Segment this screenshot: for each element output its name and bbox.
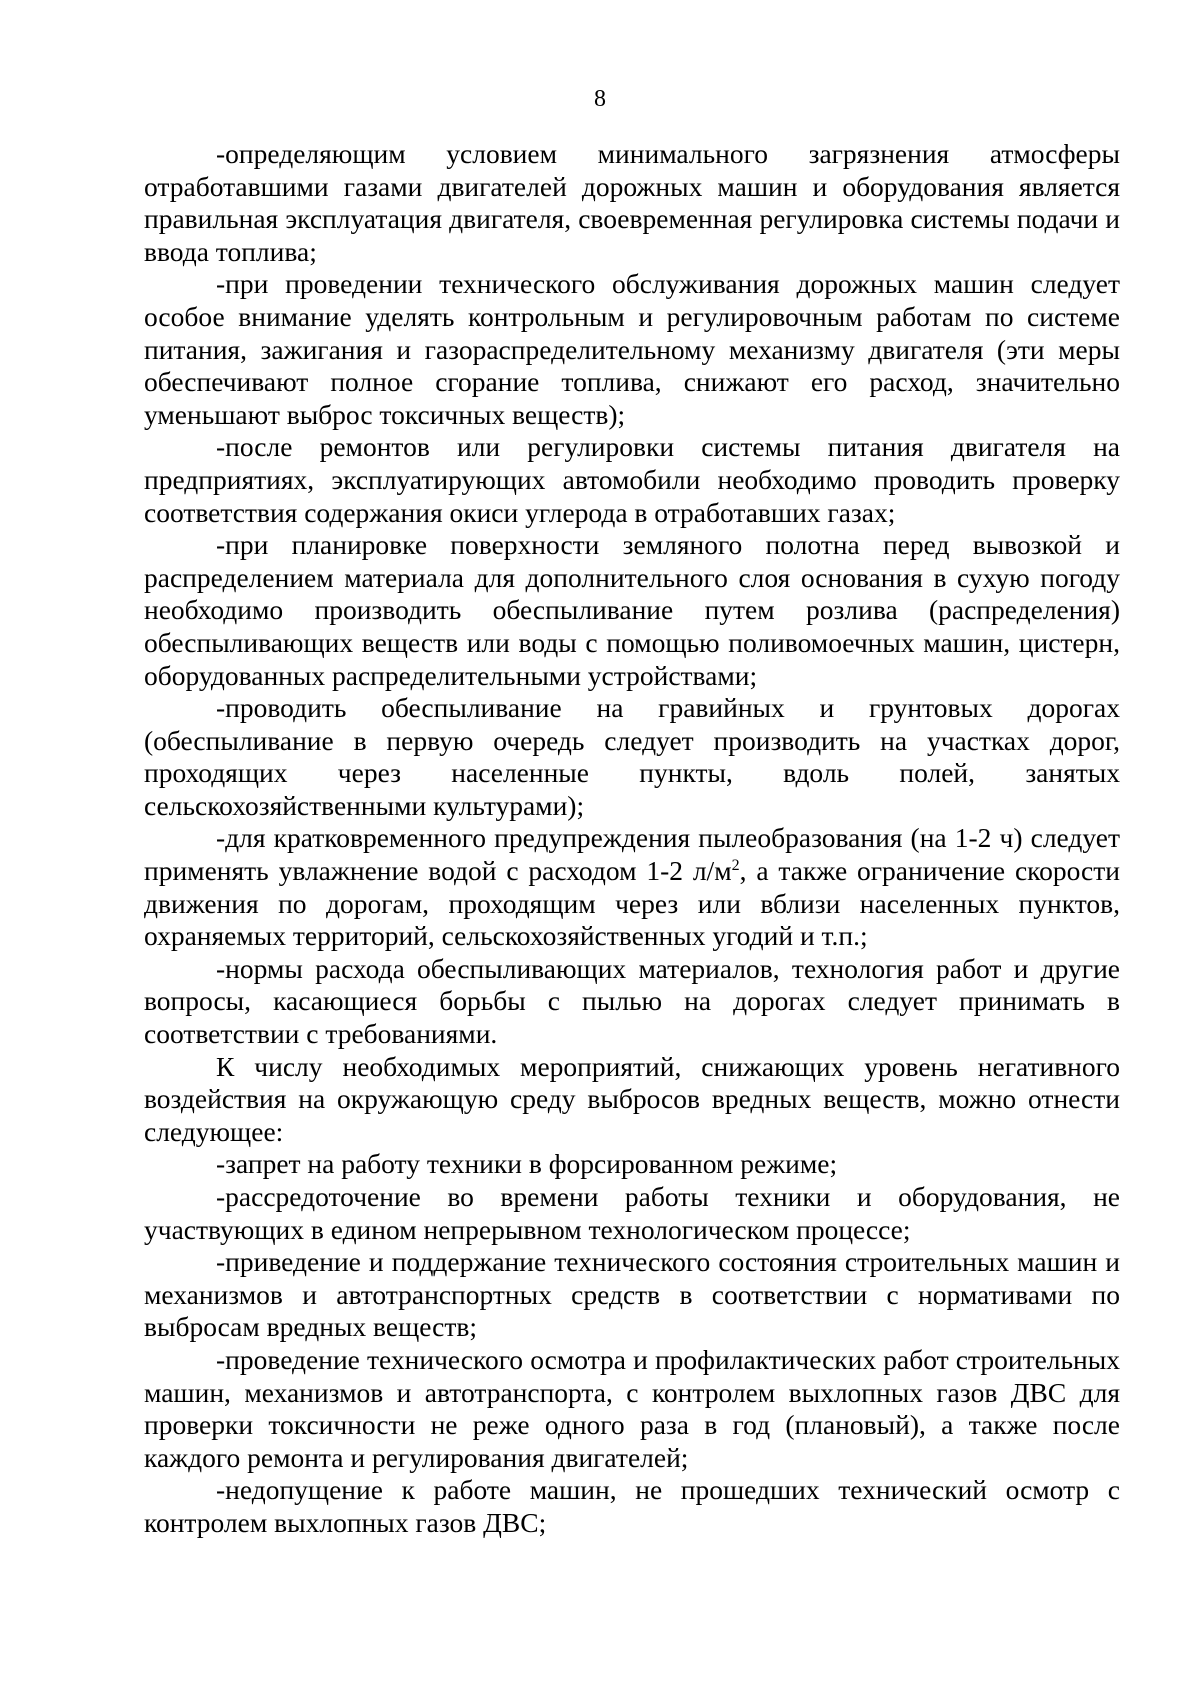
paragraph-dispersal-in-time: -рассредоточение во времени работы техники и оборудования, не участвующих в едином непрерывном технологическом процессе; [144, 1181, 1120, 1245]
paragraph-gravel-roads: -проводить обеспыливание на гравийных и грунтовых дорогах (обеспыливание в первую очередь следует производить на участках дорог, проходящих через населенные пункты, вдоль полей, занятых сельскохозяйственными культурами); [144, 692, 1120, 821]
paragraph-inspection-admission: -недопущение к работе машин, не прошедших технический осмотр с контролем выхлопных газов ДВС; [144, 1474, 1120, 1538]
paragraph-dust-suppression-planning: -при планировке поверхности земляного полотна перед вывозкой и распределением материала для дополнительного слоя основания в сухую погоду необходимо производить обеспыливание путем розлива (распределения) обеспыливающих веществ или воды с помощью поливомоечных машин, цистерн, оборудованных распределительными устройствами; [144, 529, 1120, 691]
page-number: 8 [594, 86, 606, 112]
paragraph-text-after-superscript: , а также ограничение скорости движения по дорогам, проходящим через или вблизи населенных пунктов, охраняемых территорий, сельскохозяйственных угодий и т.п.; [144, 855, 1120, 952]
paragraph-after-repair-check: -после ремонтов или регулировки системы питания двигателя на предприятиях, эксплуатирующих автомобили необходимо проводить проверку соответствия содержания окиси углерода в отработавших газах; [144, 431, 1120, 528]
paragraph-engine-operation: -определяющим условием минимального загрязнения атмосферы отработавшими газами двигателей дорожных машин и оборудования является правильная эксплуатация двигателя, своевременная регулировка системы подачи и ввода топлива; [144, 138, 1120, 267]
paragraph-measures-intro: К числу необходимых мероприятий, снижающих уровень негативного воздействия на окружающую среду выбросов вредных веществ, можно отнести следующее: [144, 1050, 1120, 1147]
paragraph-consumption-norms: -нормы расхода обеспыливающих материалов, технология работ и другие вопросы, касающиеся борьбы с пылью на дорогах следует принимать в соответствии с требованиями. [144, 952, 1120, 1050]
paragraph-text-before-superscript: -для кратковременного предупреждения пылеобразования (на 1-2 ч) следует применять увлажнение водой с расходом 1-2 л/м [144, 822, 1120, 887]
paragraph-technical-condition: -приведение и поддержание технического состояния строительных машин и механизмов и автотранспортных средств в соответствии с нормативами по выбросам вредных веществ; [144, 1246, 1120, 1343]
paragraph-short-term-dust-prevention [144, 822, 1120, 952]
superscript-square: 2 [731, 856, 740, 874]
paragraph-maintenance: -при проведении технического обслуживания дорожных машин следует особое внимание уделять контрольным и регулировочным работам по системе питания, зажигания и газораспределительному механизму двигателя (эти меры обеспечивают полное сгорание топлива, снижают его расход, значительно уменьшают выброс токсичных веществ); [144, 268, 1120, 430]
paragraph-forced-mode-ban: -запрет на работу техники в форсированном режиме; [216, 1148, 838, 1180]
document-body [144, 138, 1120, 1540]
paragraph-technical-inspection: -проведение технического осмотра и профилактических работ строительных машин, механизмов и автотранспорта, с контролем выхлопных газов ДВС для проверки токсичности не реже одного раза в год (плановый), а также после каждого ремонта и регулирования двигателей; [144, 1343, 1120, 1473]
